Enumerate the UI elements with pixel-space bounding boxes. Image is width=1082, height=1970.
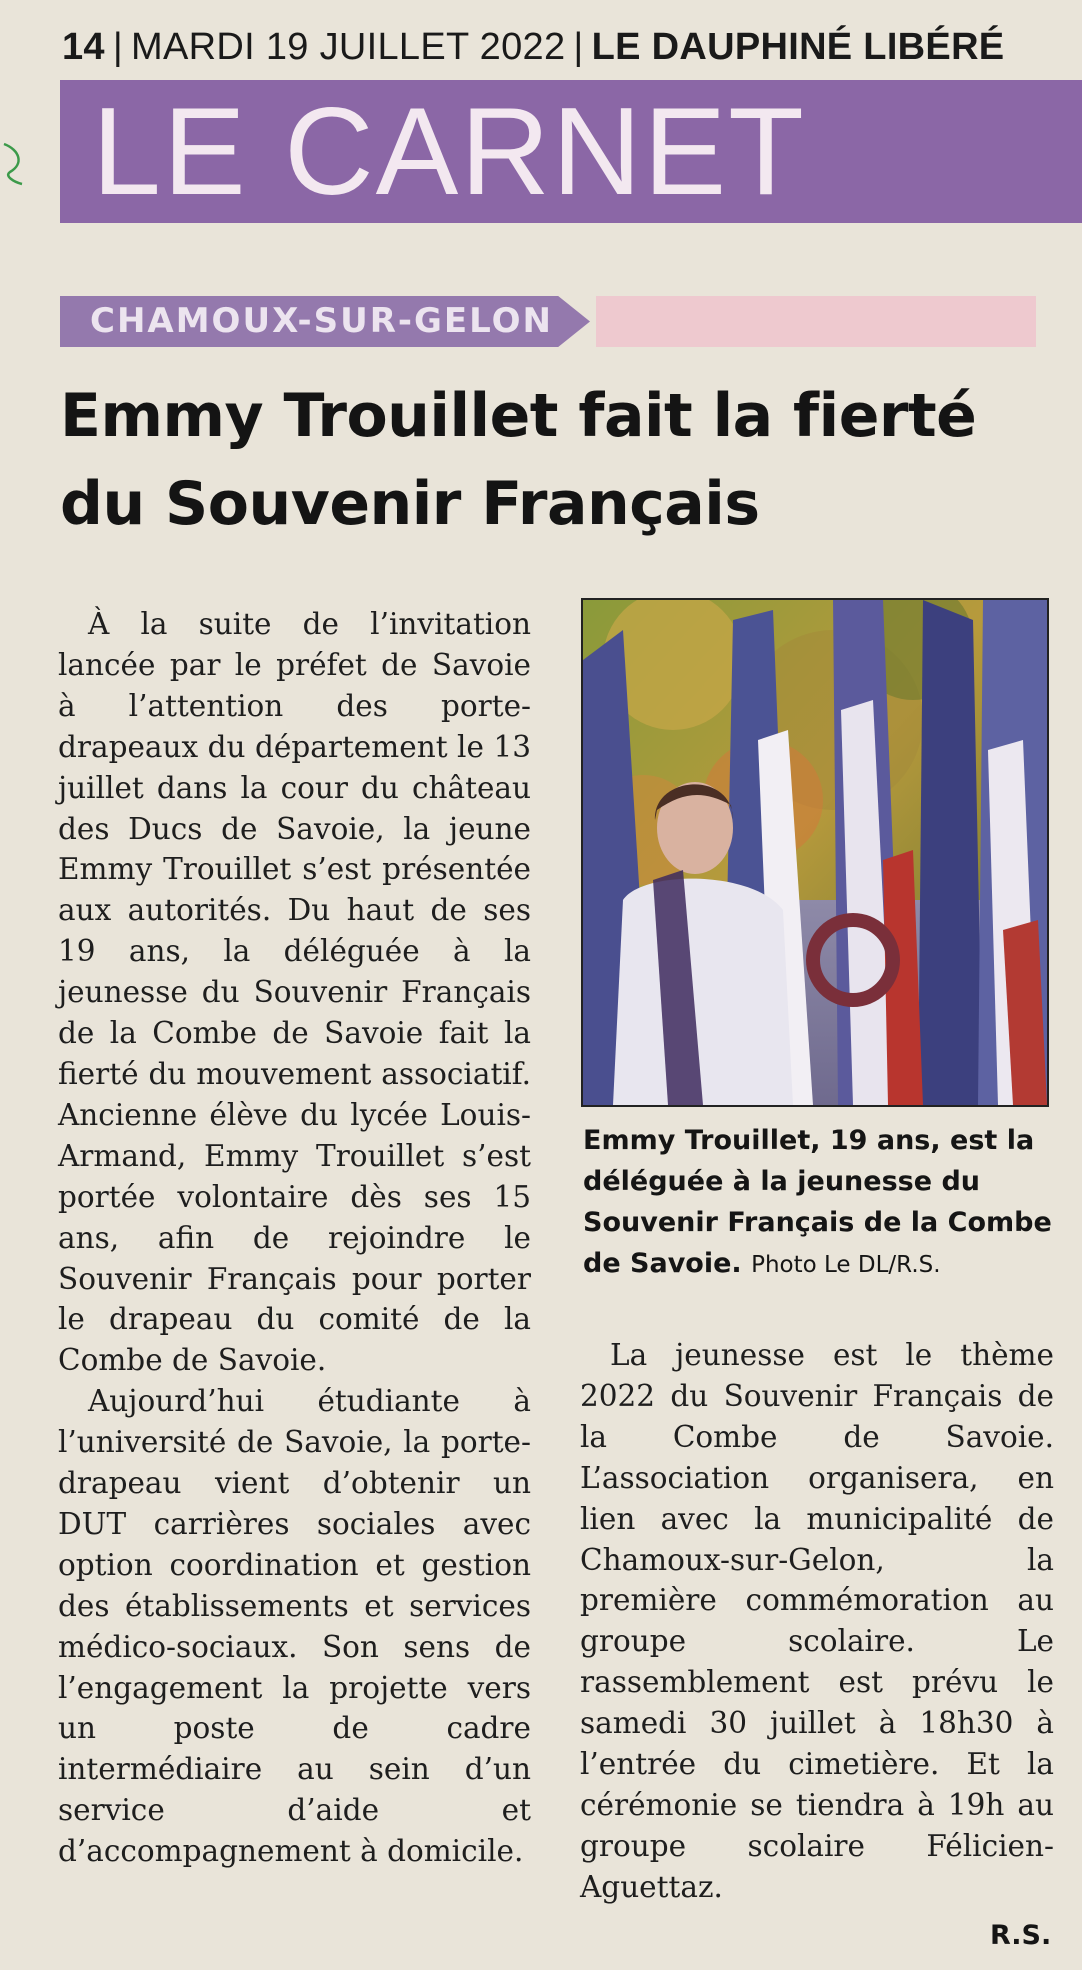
page-number: 14 (62, 26, 105, 68)
rubric-title: LE CARNET (92, 83, 806, 221)
article-headline (60, 372, 1060, 548)
publication-name: LE DAUPHINÉ LIBÉRÉ (591, 26, 1005, 68)
headline-line-1: Emmy Trouillet fait la fierté (60, 381, 977, 451)
pen-mark-icon (0, 138, 30, 188)
issue-date: MARDI 19 JUILLET 2022 (131, 26, 566, 68)
caption-text: Emmy Trouillet, 19 ans, est la déléguée à la jeunesse du Souvenir Français de la Combe de Savoie. (583, 1125, 1052, 1279)
headline-line-2: du Souvenir Français (60, 469, 760, 539)
body-paragraph: La jeunesse est le thème 2022 du Souvenir Français de la Combe de Savoie. L’association organisera, en lien avec la municipalité de Chamoux-sur-Gelon, la première commémoration au groupe scolaire. Le rassemblement est prévu le samedi 30 juillet à 18h30 à l’entrée du cimetière. Et la cérémonie se tiendra à 19h au groupe scolaire Félicien-Aguettaz. (580, 1338, 1054, 1904)
meta-separator: | (573, 26, 584, 68)
photo-credit: Photo Le DL/R.S. (751, 1252, 941, 1278)
body-paragraph: Aujourd’hui étudiante à l’université de Savoie, la porte-drapeau vient d’obtenir un DUT carrières sociales avec option coordination et gestion des établissements et services médico-sociaux. Son sens de l’engagement la projette vers un poste de cadre intermédiaire au sein d’un service d’aide et d’accompagnement à domicile. (58, 1384, 531, 1869)
article-photo (581, 598, 1049, 1107)
location-label: CHAMOUX-SUR-GELON (90, 301, 553, 341)
flag-bearers-photo (583, 600, 1047, 1105)
meta-separator: | (112, 26, 124, 68)
body-column-left (58, 604, 531, 1872)
body-paragraph: À la suite de l’invitation lancée par le préfet de Savoie à l’attention des porte-drapeaux du département le 13 juillet dans la cour du château des Ducs de Savoie, la jeune Emmy Trouillet s’est présentée aux autorités. Du haut de ses 19 ans, la déléguée à la jeunesse du Souvenir Français de la Combe de Savoie fait la fierté du mouvement associatif. Ancienne élève du lycée Louis-Armand, Emmy Trouillet s’est portée volontaire dès ses 15 ans, afin de rejoindre le Souvenir Français pour porter le drapeau du comité de la Combe de Savoie. (58, 607, 531, 1378)
photo-caption (583, 1120, 1053, 1286)
author-signature: R.S. (990, 1920, 1052, 1951)
page-meta-line (62, 22, 1004, 72)
body-column-right (580, 1335, 1054, 1908)
adjacent-article-tag (596, 296, 1036, 347)
